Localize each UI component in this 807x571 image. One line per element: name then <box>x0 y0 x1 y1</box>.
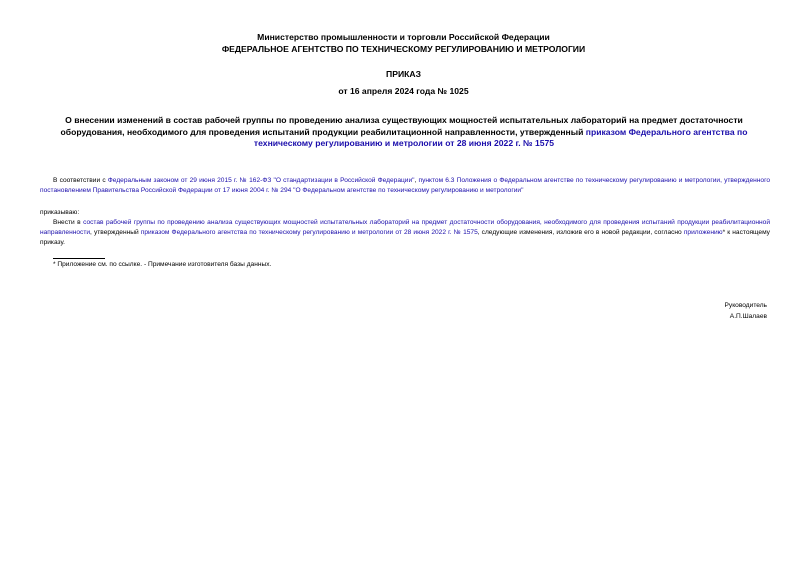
document-title <box>44 115 764 150</box>
title-order-link[interactable]: приказом Федерального агентства по техническому регулированию и метрологии от 28 июня 2022 г. № 1575 <box>253 126 748 148</box>
basis-paragraph <box>40 176 770 196</box>
ministry-name: Министерство промышленности и торговли Российской Федерации <box>257 32 550 42</box>
agency-name: ФЕДЕРАЛЬНОЕ АГЕНТСТВО ПО ТЕХНИЧЕСКОМУ РЕГУЛИРОВАНИЮ И МЕТРОЛОГИИ <box>221 44 586 54</box>
footnote-divider <box>53 258 105 259</box>
working-group-link[interactable]: состав рабочей группы по проведению анализа существующих мощностей испытательных лабораторий на предмет достаточности оборудования, необходимого для проведения испытаний продукции реабилитационной направленности <box>40 219 770 236</box>
order-text-1: Внести в <box>53 219 84 226</box>
signatory-role: Руководитель <box>724 302 767 309</box>
basis-text-2: , <box>414 177 419 184</box>
document-date-number: от 16 апреля 2024 года № 1025 <box>338 86 469 96</box>
order-verb: приказываю: <box>40 209 80 216</box>
federal-law-link[interactable]: Федеральным законом от 29 июня 2015 г. № 162-ФЗ "О стандартизации в Российской Федерации" <box>107 177 415 184</box>
order-text-4: * к настоящему приказу. <box>40 229 770 246</box>
title-text: О внесении изменений в состав рабочей группы по проведению анализа существующих мощностей испытательных лабораторий на предмет достаточности оборудования, необходимого для проведения испытаний продукции реабилитационной направленности, утвержденный <box>60 115 743 137</box>
order-1575-link[interactable]: приказом Федерального агентства по техническому регулированию и метрологии от 28 июня 2022 г. № 1575 <box>140 229 478 236</box>
footnote: * Приложение см. по ссылке. - Примечание изготовителя базы данных. <box>53 261 272 268</box>
document-type: ПРИКАЗ <box>386 69 421 79</box>
order-text-2: , утвержденный <box>90 229 141 236</box>
order-paragraph <box>40 218 770 248</box>
order-text-3: , следующие изменения, изложив его в новой редакции, согласно <box>477 229 684 236</box>
appendix-link[interactable]: приложению <box>683 229 723 236</box>
signatory-name: А.П.Шалаев <box>729 313 767 320</box>
regulation-link[interactable]: пунктом 6.3 Положения о Федеральном агентстве по техническому регулированию и метрологии, утвержденного постановлением Правительства Российской Федерации от 17 июня 2004 г. № 294 "О Федеральном агентстве по техническому регулированию и метрологии" <box>40 177 770 194</box>
basis-text-1: В соответствии с <box>53 177 108 184</box>
